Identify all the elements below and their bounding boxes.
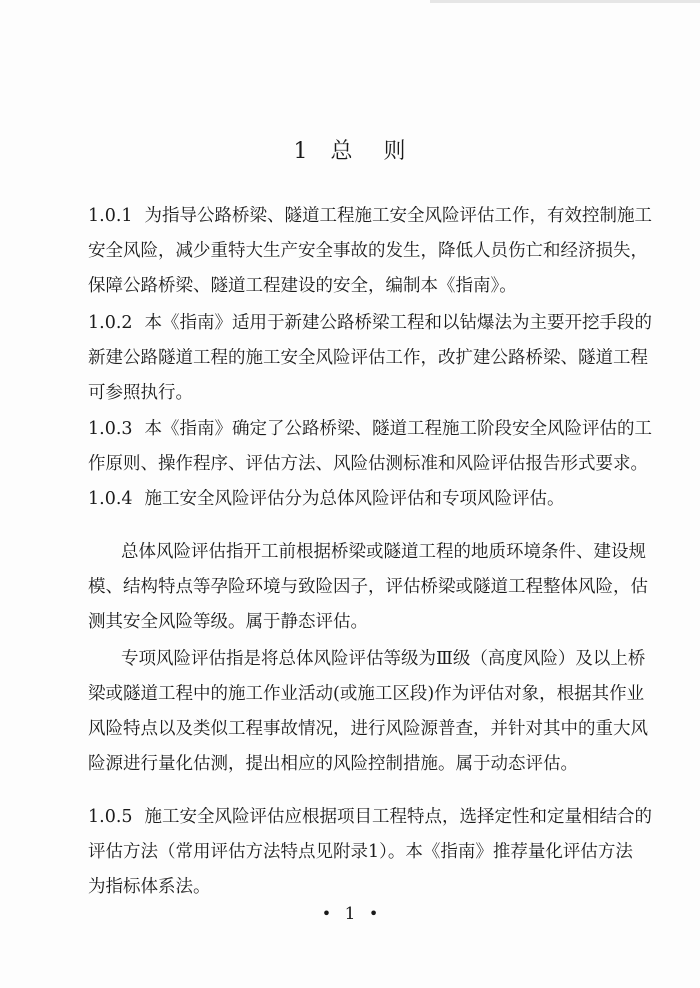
clause-number: 1.0.4 bbox=[88, 489, 133, 509]
text-line: 为指标体系法。 bbox=[88, 877, 211, 897]
chapter-number: 1 bbox=[293, 139, 309, 164]
text-line: 险源进行量化估测，提出相应的风险控制措施。属于动态评估。 bbox=[88, 754, 578, 774]
chapter-title-char-2: 则 bbox=[383, 139, 407, 164]
text-line: 可参照执行。 bbox=[88, 383, 193, 403]
text-line bbox=[88, 204, 653, 228]
text-line: 作原则、操作程序、评估方法、风险估测标准和风险评估报告形式要求。 bbox=[88, 454, 648, 474]
text-line: 测其安全风险等级。属于静态评估。 bbox=[88, 612, 368, 632]
chapter-title-char-1: 总 bbox=[330, 139, 354, 164]
text-line: 保障公路桥梁、隧道工程建设的安全，编制本《指南》。 bbox=[88, 276, 517, 296]
line-text: 施工安全风险评估应根据项目工程特点，选择定性和定量相结合的 bbox=[144, 807, 653, 827]
text-line: 安全风险，减少重特大生产安全事故的发生，降低人员伤亡和经济损失， bbox=[88, 241, 648, 261]
text-line: 风险特点以及类似工程事故情况，进行风险源普查，并针对其中的重大风 bbox=[88, 719, 648, 739]
text-line: 专项风险评估指是将总体风险评估等级为Ⅲ级（高度风险）及以上桥 bbox=[121, 649, 646, 669]
text-line: 梁或隧道工程中的施工作业活动(或施工区段)作为评估对象，根据其作业 bbox=[88, 684, 645, 704]
text-line bbox=[88, 487, 616, 511]
text-line: 评估方法（常用评估方法特点见附录1）。本《指南》推荐量化评估方法 bbox=[88, 842, 633, 862]
line-text: 本《指南》适用于新建公路桥梁工程和以钻爆法为主要开挖手段的 bbox=[144, 313, 653, 333]
scan-edge bbox=[430, 0, 700, 3]
line-text: 施工安全风险评估分为总体风险评估和专项风险评估。 bbox=[144, 489, 565, 509]
chapter-title bbox=[0, 134, 700, 165]
page-number: 1 bbox=[344, 904, 356, 924]
text-line bbox=[88, 417, 653, 441]
clause-number: 1.0.5 bbox=[88, 807, 133, 827]
text-line: 总体风险评估指开工前根据桥梁或隧道工程的地质环境条件、建设规 bbox=[121, 542, 646, 562]
line-text: 为指导公路桥梁、隧道工程施工安全风险评估工作，有效控制施工 bbox=[144, 206, 653, 226]
clause-number: 1.0.3 bbox=[88, 419, 133, 439]
line-text: 本《指南》确定了公路桥梁、隧道工程施工阶段安全风险评估的工 bbox=[144, 419, 653, 439]
text-line bbox=[88, 805, 653, 829]
text-line: 模、结构特点等孕险环境与致险因子，评估桥梁或隧道工程整体风险，估 bbox=[88, 577, 648, 597]
bullet-dot-right: • bbox=[368, 904, 379, 923]
clause-number: 1.0.2 bbox=[88, 313, 133, 333]
page-number-footer bbox=[0, 904, 700, 924]
bullet-dot-left: • bbox=[321, 904, 332, 923]
text-line bbox=[88, 311, 653, 335]
clause-number: 1.0.1 bbox=[88, 206, 133, 226]
text-line: 新建公路隧道工程的施工安全风险评估工作，改扩建公路桥梁、隧道工程 bbox=[88, 348, 648, 368]
